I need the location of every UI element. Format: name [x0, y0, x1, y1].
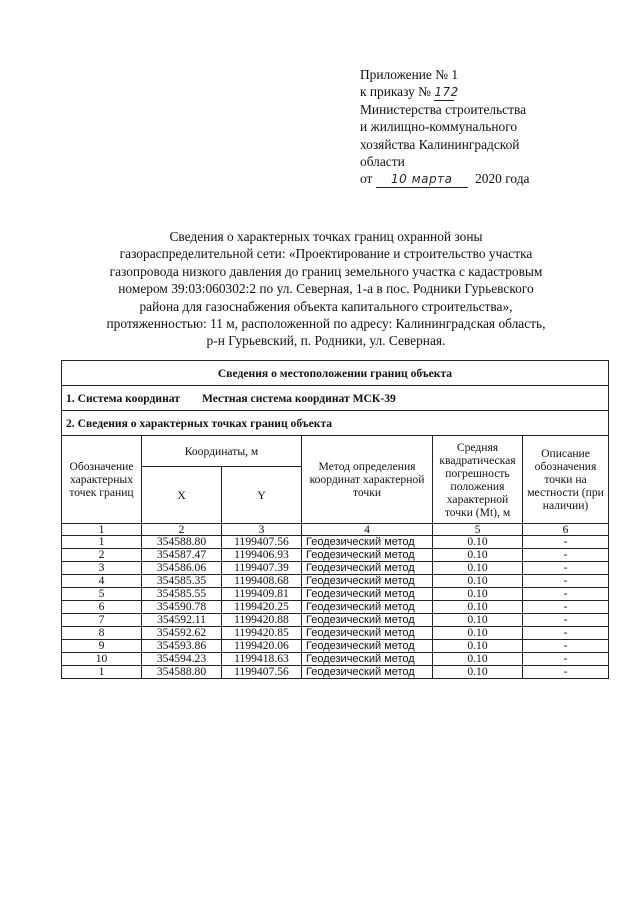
ministry-line-3: хозяйства Калининградской	[360, 136, 520, 152]
cell-point: 5	[62, 588, 142, 601]
coord-system-cell	[62, 386, 609, 411]
points-section-title: 2. Сведения о характерных точках границ объекта	[62, 411, 609, 436]
cell-x: 354592.62	[142, 627, 222, 640]
column-number: 6	[523, 524, 609, 536]
column-number: 5	[433, 524, 523, 536]
cell-y: 1199407.56	[222, 666, 302, 679]
cell-y: 1199420.25	[222, 601, 302, 614]
cell-accuracy: 0.10	[433, 601, 523, 614]
cell-point: 6	[62, 601, 142, 614]
cell-point: 3	[62, 562, 142, 575]
cell-point: 4	[62, 575, 142, 588]
table-row	[62, 627, 609, 640]
table-row	[62, 575, 609, 588]
cell-accuracy: 0.10	[433, 627, 523, 640]
cell-method: Геодезический метод	[302, 601, 433, 614]
ministry-line-4: области	[360, 153, 405, 169]
cell-accuracy: 0.10	[433, 666, 523, 679]
table-row	[62, 666, 609, 679]
table-section-title-row	[62, 361, 609, 386]
cell-y: 1199418.63	[222, 653, 302, 666]
cell-x: 354588.80	[142, 536, 222, 549]
table-row	[62, 562, 609, 575]
coord-system-row	[62, 386, 609, 411]
table-body	[62, 536, 609, 679]
header-description: Описание обозначения точки на местности (при наличии)	[523, 436, 609, 524]
cell-method: Геодезический метод	[302, 666, 433, 679]
column-number: 3	[222, 524, 302, 536]
cell-point: 8	[62, 627, 142, 640]
table-row	[62, 588, 609, 601]
order-date	[360, 170, 610, 188]
cell-accuracy: 0.10	[433, 536, 523, 549]
cell-point: 2	[62, 549, 142, 562]
coord-system-value: Местная система координат МСК-39	[201, 391, 396, 405]
heading-line: протяженностью: 11 м, расположенной по адресу: Калининградская область,	[106, 316, 546, 332]
cell-accuracy: 0.10	[433, 562, 523, 575]
cell-description: -	[523, 666, 609, 679]
order-number-handwritten: 172	[434, 85, 459, 100]
cell-description: -	[523, 614, 609, 627]
document-heading	[86, 228, 566, 350]
cell-method: Геодезический метод	[302, 627, 433, 640]
cell-description: -	[523, 588, 609, 601]
cell-x: 354593.86	[142, 640, 222, 653]
date-prefix: от	[360, 171, 373, 187]
cell-point: 1	[62, 666, 142, 679]
header-y: Y	[222, 467, 302, 524]
date-year: 2020 года	[475, 171, 530, 187]
cell-description: -	[523, 627, 609, 640]
column-number: 4	[302, 524, 433, 536]
table-row	[62, 549, 609, 562]
column-number: 2	[142, 524, 222, 536]
cell-y: 1199406.93	[222, 549, 302, 562]
header-x: X	[142, 467, 222, 524]
cell-accuracy: 0.10	[433, 653, 523, 666]
cell-method: Геодезический метод	[302, 536, 433, 549]
cell-y: 1199420.88	[222, 614, 302, 627]
cell-x: 354586.06	[142, 562, 222, 575]
table-row	[62, 601, 609, 614]
cell-x: 354585.55	[142, 588, 222, 601]
cell-method: Геодезический метод	[302, 588, 433, 601]
cell-point: 9	[62, 640, 142, 653]
cell-description: -	[523, 549, 609, 562]
boundary-points-table	[61, 360, 609, 679]
cell-accuracy: 0.10	[433, 614, 523, 627]
cell-x: 354585.35	[142, 575, 222, 588]
cell-point: 1	[62, 536, 142, 549]
cell-method: Геодезический метод	[302, 614, 433, 627]
cell-method: Геодезический метод	[302, 562, 433, 575]
order-prefix: к приказу №	[360, 84, 431, 100]
cell-y: 1199420.06	[222, 640, 302, 653]
cell-x: 354594.23	[142, 653, 222, 666]
cell-point: 7	[62, 614, 142, 627]
cell-description: -	[523, 562, 609, 575]
date-handwritten: 10 марта	[376, 172, 468, 188]
heading-line: Сведения о характерных точках границ охранной зоны	[169, 229, 483, 244]
table-row	[62, 536, 609, 549]
cell-description: -	[523, 575, 609, 588]
cell-y: 1199408.68	[222, 575, 302, 588]
ministry-line-1: Министерства строительства	[360, 102, 527, 118]
cell-method: Геодезический метод	[302, 640, 433, 653]
cell-y: 1199409.81	[222, 588, 302, 601]
table-row	[62, 640, 609, 653]
column-number: 1	[62, 524, 142, 536]
table-row	[62, 653, 609, 666]
header-accuracy: Средняя квадратическая погрешность положения характерной точки (Mt), м	[433, 436, 523, 524]
ministry-line-2: и жилищно-коммунального	[360, 119, 518, 135]
cell-description: -	[523, 640, 609, 653]
header-coordinates: Координаты, м	[142, 436, 302, 467]
heading-line: газопровода низкого давления до границ земельного участка с кадастровым	[109, 263, 543, 279]
table-header-row	[62, 436, 609, 467]
heading-line: района для газоснабжения объекта капитального строительства»,	[139, 298, 513, 314]
cell-method: Геодезический метод	[302, 575, 433, 588]
cell-accuracy: 0.10	[433, 549, 523, 562]
coord-system-label: 1. Система координат	[66, 391, 180, 405]
cell-description: -	[523, 601, 609, 614]
cell-x: 354592.11	[142, 614, 222, 627]
points-section-row	[62, 411, 609, 436]
cell-accuracy: 0.10	[433, 640, 523, 653]
cell-point: 10	[62, 653, 142, 666]
header-designation: Обозначение характерных точек границ	[62, 436, 142, 524]
cell-x: 354587.47	[142, 549, 222, 562]
column-numbers-row	[62, 524, 609, 536]
cell-accuracy: 0.10	[433, 575, 523, 588]
cell-description: -	[523, 536, 609, 549]
appendix-title: Приложение № 1	[360, 67, 459, 82]
heading-line: номером 39:03:060302:2 по ул. Северная, 1-а в пос. Родники Гурьевского	[118, 281, 534, 297]
cell-x: 354590.78	[142, 601, 222, 614]
header-method: Метод определения координат характерной точки	[302, 436, 433, 524]
heading-line: р-н Гурьевский, п. Родники, ул. Северная.	[206, 333, 446, 349]
order-reference	[360, 83, 610, 101]
cell-y: 1199407.56	[222, 536, 302, 549]
approval-block	[360, 66, 610, 188]
table-section-title: Сведения о местоположении границ объекта	[62, 361, 609, 386]
heading-line: газораспределительной сети: «Проектирование и строительство участка	[119, 246, 533, 262]
cell-y: 1199407.39	[222, 562, 302, 575]
cell-method: Геодезический метод	[302, 653, 433, 666]
cell-y: 1199420.85	[222, 627, 302, 640]
cell-method: Геодезический метод	[302, 549, 433, 562]
table-row	[62, 614, 609, 627]
cell-accuracy: 0.10	[433, 588, 523, 601]
cell-x: 354588.80	[142, 666, 222, 679]
cell-description: -	[523, 653, 609, 666]
